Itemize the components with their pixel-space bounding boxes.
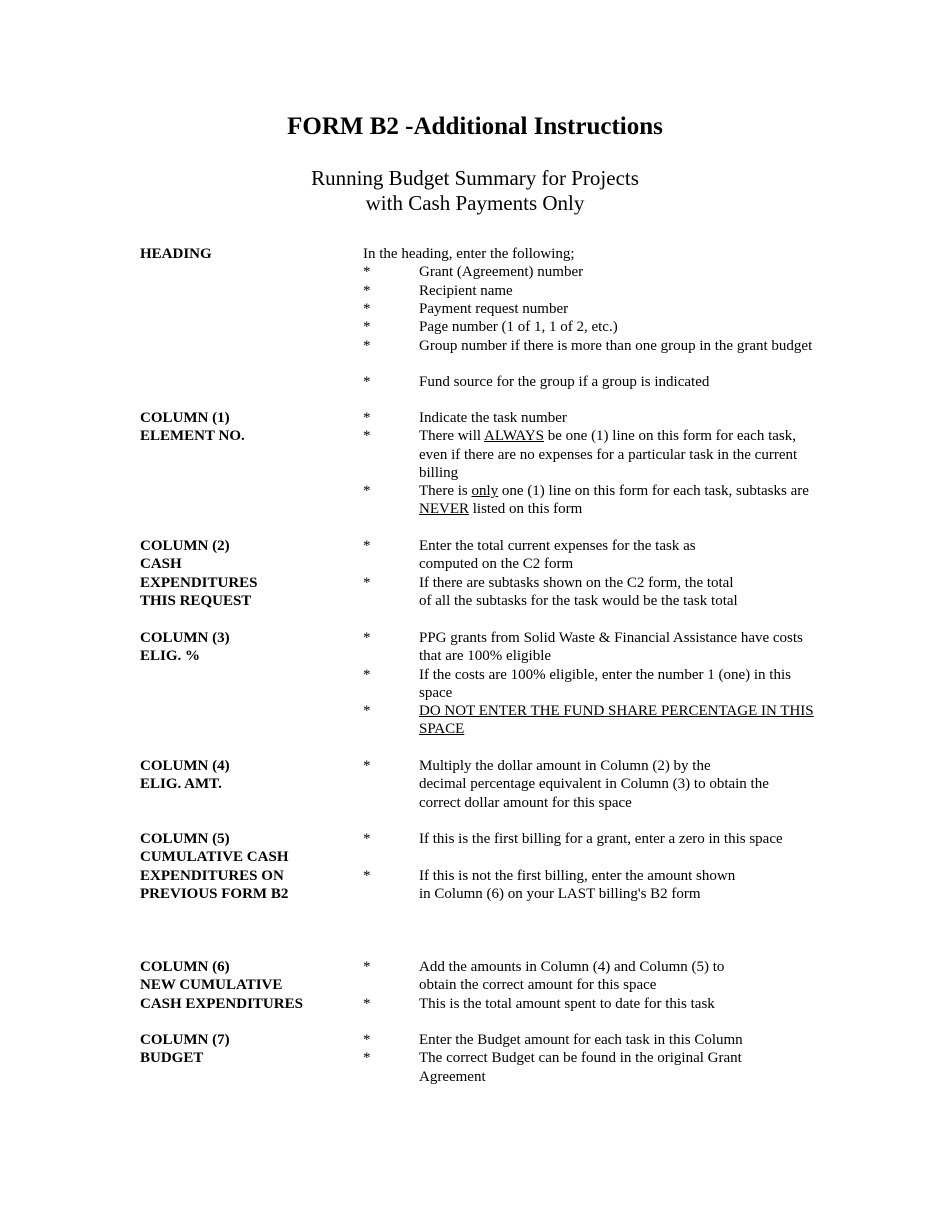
bullet-symbol: * <box>363 282 371 299</box>
bullet-text: Multiply the dollar amount in Column (2) by the decimal percentage equivalent in Column (3) to obtain the correct dollar amount for this space <box>419 758 769 811</box>
section-label: COLUMN (2) CASH EXPENDITURES THIS REQUEST <box>140 538 258 609</box>
bullet-text: Grant (Agreement) number <box>419 264 584 281</box>
bullet-text: There is only one (1) line on this form for each task, subtasks are NEVER listed on this form <box>419 483 809 518</box>
bullet-symbol: * <box>363 319 371 336</box>
bullet-text: Enter the total current expenses for the task as computed on the C2 form <box>419 538 696 573</box>
section-label: COLUMN (6) NEW CUMULATIVE CASH EXPENDITURES <box>140 959 303 1012</box>
subtitle-line: Running Budget Summary for Projects <box>311 166 639 190</box>
bullet-symbol: * <box>363 483 371 500</box>
bullet-text: If the costs are 100% eligible, enter the number 1 (one) in this space <box>419 666 791 701</box>
section-label: COLUMN (7) BUDGET <box>140 1032 230 1067</box>
bullet-symbol: * <box>363 300 371 317</box>
section-label: HEADING <box>140 246 212 262</box>
emphasis-text: NEVER <box>419 501 469 518</box>
bullet-symbol: * <box>363 630 371 646</box>
bullet-symbol: * <box>363 264 371 281</box>
bullet-symbol: * <box>363 1032 371 1048</box>
bullet-symbol: * <box>363 666 371 683</box>
bullet-text: The correct Budget can be found in the original Grant Agreement <box>419 1050 742 1085</box>
bullet-text: DO NOT ENTER THE FUND SHARE PERCENTAGE IN THIS SPACE <box>419 703 814 738</box>
bullet-symbol: * <box>363 867 371 884</box>
emphasis-text: ALWAYS <box>483 428 544 445</box>
bullet-text: If there are subtasks shown on the C2 form, the total of all the subtasks for the task would be the task total <box>419 574 738 609</box>
section-label: COLUMN (3) ELIG. % <box>140 630 230 665</box>
bullet-symbol: * <box>363 337 371 354</box>
bullet-text: There will ALWAYS be one (1) line on this form for each task, even if there are no expenses for a particular task in the current billing <box>419 428 798 481</box>
bullet-text: This is the total amount spent to date for this task <box>419 995 715 1012</box>
section-label: COLUMN (4) ELIG. AMT. <box>140 758 230 793</box>
bullet-text: Payment request number <box>419 300 569 317</box>
emphasis-text: only <box>471 483 499 500</box>
bullet-text: Add the amounts in Column (4) and Column (5) to obtain the correct amount for this space <box>419 959 725 994</box>
bullet-symbol: * <box>363 538 371 554</box>
bullet-symbol: * <box>363 995 371 1012</box>
bullet-text: Recipient name <box>419 282 513 299</box>
subtitle-line: with Cash Payments Only <box>365 191 585 215</box>
bullet-symbol: * <box>363 758 371 774</box>
bullet-text: Enter the Budget amount for each task in this Column <box>419 1032 743 1048</box>
page-subtitle <box>0 166 950 216</box>
bullet-text: Page number (1 of 1, 1 of 2, etc.) <box>419 319 618 336</box>
bullet-symbol: * <box>363 410 371 426</box>
bullet-text: If this is not the first billing, enter the amount shown in Column (6) on your LAST billing's B2 form <box>419 867 736 902</box>
bullet-symbol: * <box>363 374 371 391</box>
bullet-text: If this is the first billing for a grant, enter a zero in this space <box>419 831 783 847</box>
bullet-text: Fund source for the group if a group is indicated <box>419 374 710 391</box>
page-title: FORM B2 -Additional Instructions <box>287 113 663 140</box>
bullet-symbol: * <box>363 831 371 847</box>
bullet-text: Group number if there is more than one group in the grant budget <box>419 337 813 354</box>
bullet-symbol: * <box>363 959 371 975</box>
bullet-text: Indicate the task number <box>419 410 567 426</box>
bullet-text: PPG grants from Solid Waste & Financial Assistance have costs that are 100% eligible <box>419 630 803 665</box>
bullet-symbol: * <box>363 428 371 445</box>
section-intro: In the heading, enter the following; <box>363 246 575 262</box>
bullet-symbol: * <box>363 1050 371 1067</box>
section-label: COLUMN (1) ELEMENT NO. <box>140 410 245 445</box>
section-label: COLUMN (5) CUMULATIVE CASH EXPENDITURES ON PREVIOUS FORM B2 <box>140 831 289 902</box>
bullet-symbol: * <box>363 703 371 720</box>
bullet-symbol: * <box>363 574 371 591</box>
